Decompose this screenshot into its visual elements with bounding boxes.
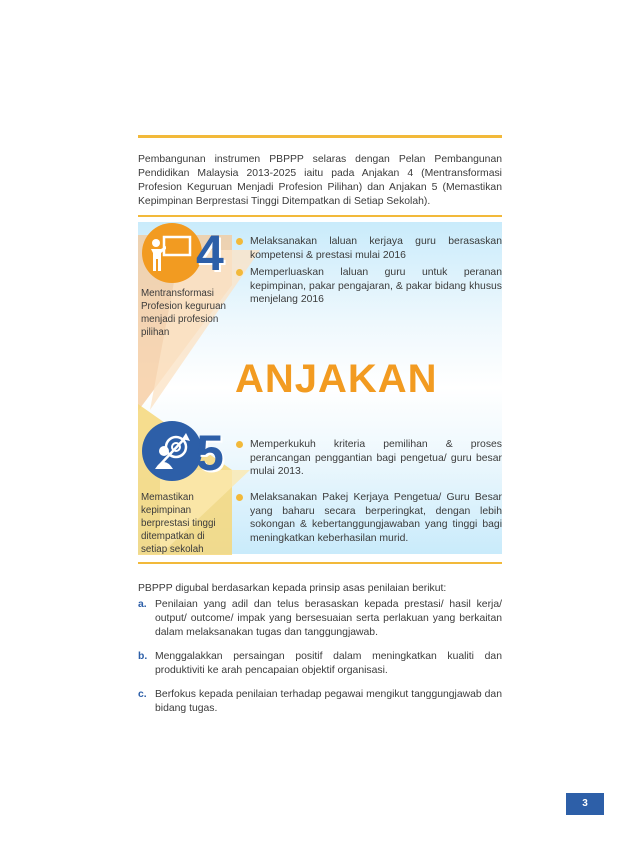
principle-text: Penilaian yang adil dan telus berasaskan kepada prestasi/ hasil kerja/ output/ outcome/ impak yang bersesuaian serta perlakuan yang berkaitan dalam melaksanakan tugas dan tanggungjawab.: [155, 599, 502, 638]
principle-label: b.: [138, 651, 148, 662]
anjakan-4-bullet: [236, 266, 502, 307]
anjakan-5-bullet: [236, 438, 502, 479]
anjakan-heading: ANJAKAN: [235, 357, 438, 401]
leader-target-icon: [142, 421, 202, 481]
anjakan-5-number: 5: [196, 425, 224, 481]
teacher-presentation-icon: [142, 223, 202, 283]
bullet-dot: [236, 441, 243, 448]
bullet-text: Memperluaskan laluan guru untuk peranan kepimpinan, pakar pengajaran, & pakar bidang khusus menjelang 2016: [250, 267, 502, 305]
principle-item: [138, 598, 502, 640]
intro-paragraph: Pembangunan instrumen PBPPP selaras dengan Pelan Pembangunan Pendidikan Malaysia 2013-2025 iaitu pada Anjakan 4 (Mentransformasi Profesion Keguruan Menjadi Profesion Pilihan) dan Anjakan 5 (Memastikan Kepimpinan Berprestasi Tinggi Ditempatkan di Setiap Sekolah).: [138, 154, 502, 207]
principle-text: Berfokus kepada penilaian terhadap pegawai mengikut tanggungjawab dan bidang tugas.: [155, 689, 502, 714]
anjakan-4-number: 4: [196, 225, 224, 281]
principles-lead: PBPPP digubal berdasarkan kepada prinsip asas penilaian berikut:: [138, 583, 447, 594]
principle-label: c.: [138, 689, 147, 700]
bullet-dot: [236, 494, 243, 501]
principle-text: Menggalakkan persaingan positif dalam meningkatkan kualiti dan produktiviti ke arah pencapaian objektif organisasi.: [155, 651, 502, 676]
anjakan-4-goal: Mentransformasi Profesion keguruan menjadi profesion pilihan: [141, 288, 226, 338]
bullet-text: Melaksanakan Pakej Kerjaya Pengetua/ Guru Besar yang baharu secara berperingkat, dengan lebih sokongan & kebertanggungjawaban yang tinggi bagi meningkatkan keberhasilan murid.: [250, 492, 502, 544]
principle-label: a.: [138, 599, 147, 610]
principle-item: [138, 688, 502, 716]
bullet-text: Melaksanakan laluan kerjaya guru berasaskan kompetensi & prestasi mulai 2016: [250, 236, 502, 261]
bullet-dot: [236, 269, 243, 276]
bottom-divider: [138, 562, 502, 564]
anjakan-4-bullet: [236, 235, 502, 262]
anjakan-5-bullet: [236, 491, 502, 545]
bullet-dot: [236, 238, 243, 245]
principle-item: [138, 650, 502, 678]
anjakan-5-goal: Memastikan kepimpinan berprestasi tinggi ditempatkan di setiap sekolah: [141, 492, 216, 555]
page-number: 3: [566, 793, 604, 815]
bullet-text: Memperkukuh kriteria pemilihan & proses perancangan penggantian bagi pengetua/ guru besar mulai 2013.: [250, 439, 502, 477]
